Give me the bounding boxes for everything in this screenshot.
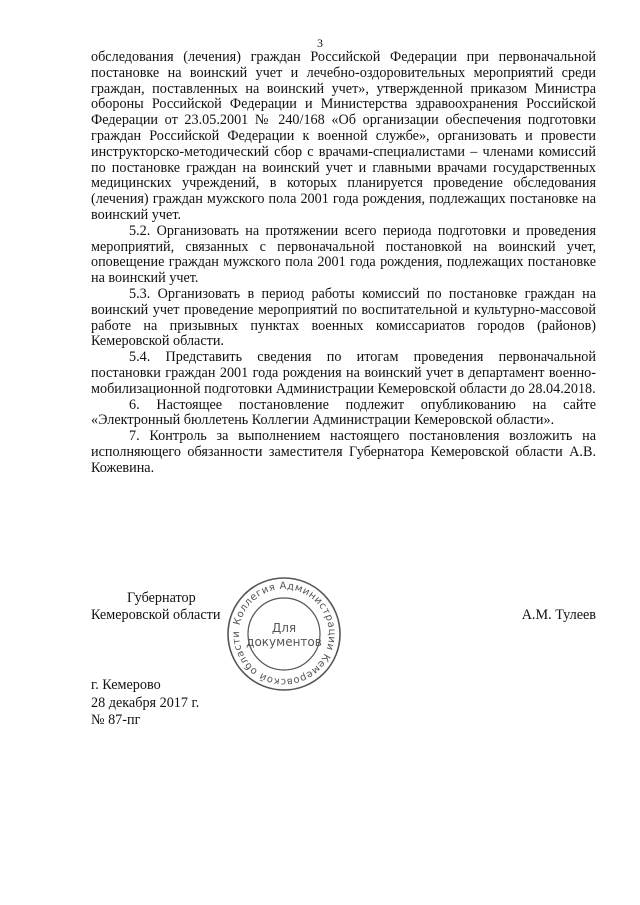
paragraph-5-4: 5.4. Представить сведения по итогам проведения первоначальной постановки граждан 2001 года рождения на воинский учет в департамент военно-мобилизационной подготовки Администрации Кемеровской области до 28.04.2018.	[91, 349, 596, 397]
paragraph-6: 6. Настоящее постановление подлежит опубликованию на сайте «Электронный бюллетень Коллегии Администрации Кемеровской области».	[91, 396, 596, 429]
signatory-region: Кемеровской области	[91, 607, 221, 623]
footer-doc-number: № 87-пг	[91, 712, 141, 728]
page-number: 3	[317, 36, 323, 50]
stamp-center-line2: документов	[246, 635, 322, 649]
stamp-center-line1: Для	[271, 621, 297, 635]
paragraph-continuation: обследования (лечения) граждан Российской Федерации при первоначальной постановке на воинский учет и лечебно-оздоровительных мероприятий среди граждан, поставленных на воинский учет», утвержденной приказом Министра обороны Российской Федерации и Министерства здравоохранения Российской Федерации от 23.05.2001 № 240/168 «Об организации обеспечения подготовки граждан Российской Федерации к военной службе», организовать и провести инструкторско-методический сбор с врачами-специалистами – членами комиссий по постановке граждан на воинский учет и главными врачами государственных медицинских учреждений, в которых планируется проведение обследования (лечения) граждан мужского пола 2001 года рождения, подлежащих постановке на воинский учет.	[91, 49, 596, 223]
stamp-ring-text: Коллегия Администрации Кемеровской области	[230, 580, 338, 688]
paragraph-5-3: 5.3. Организовать в период работы комиссий по постановке граждан на воинский учет проведение мероприятий по воспитательной и культурно-массовой работе на призывных пунктах военных комиссариатов городов (районов) Кемеровской области.	[91, 285, 596, 350]
paragraph-5-2: 5.2. Организовать на протяжении всего периода подготовки и проведения мероприятий, связанных с первоначальной постановкой на воинский учет, оповещение граждан мужского пола 2001 года рождения, подлежащих постановке на воинский учет.	[91, 222, 596, 287]
paragraph-7: 7. Контроль за выполнением настоящего постановления возложить на исполняющего обязанности заместителя Губернатора Кемеровской области А.В. Кожевина.	[91, 428, 596, 476]
signatory-name: А.М. Тулеев	[521, 607, 596, 623]
document-body	[91, 50, 596, 477]
official-stamp	[226, 576, 342, 692]
footer-city: г. Кемерово	[91, 677, 161, 693]
footer-date: 28 декабря 2017 г.	[91, 695, 200, 711]
signatory-title: Губернатор	[127, 590, 196, 606]
